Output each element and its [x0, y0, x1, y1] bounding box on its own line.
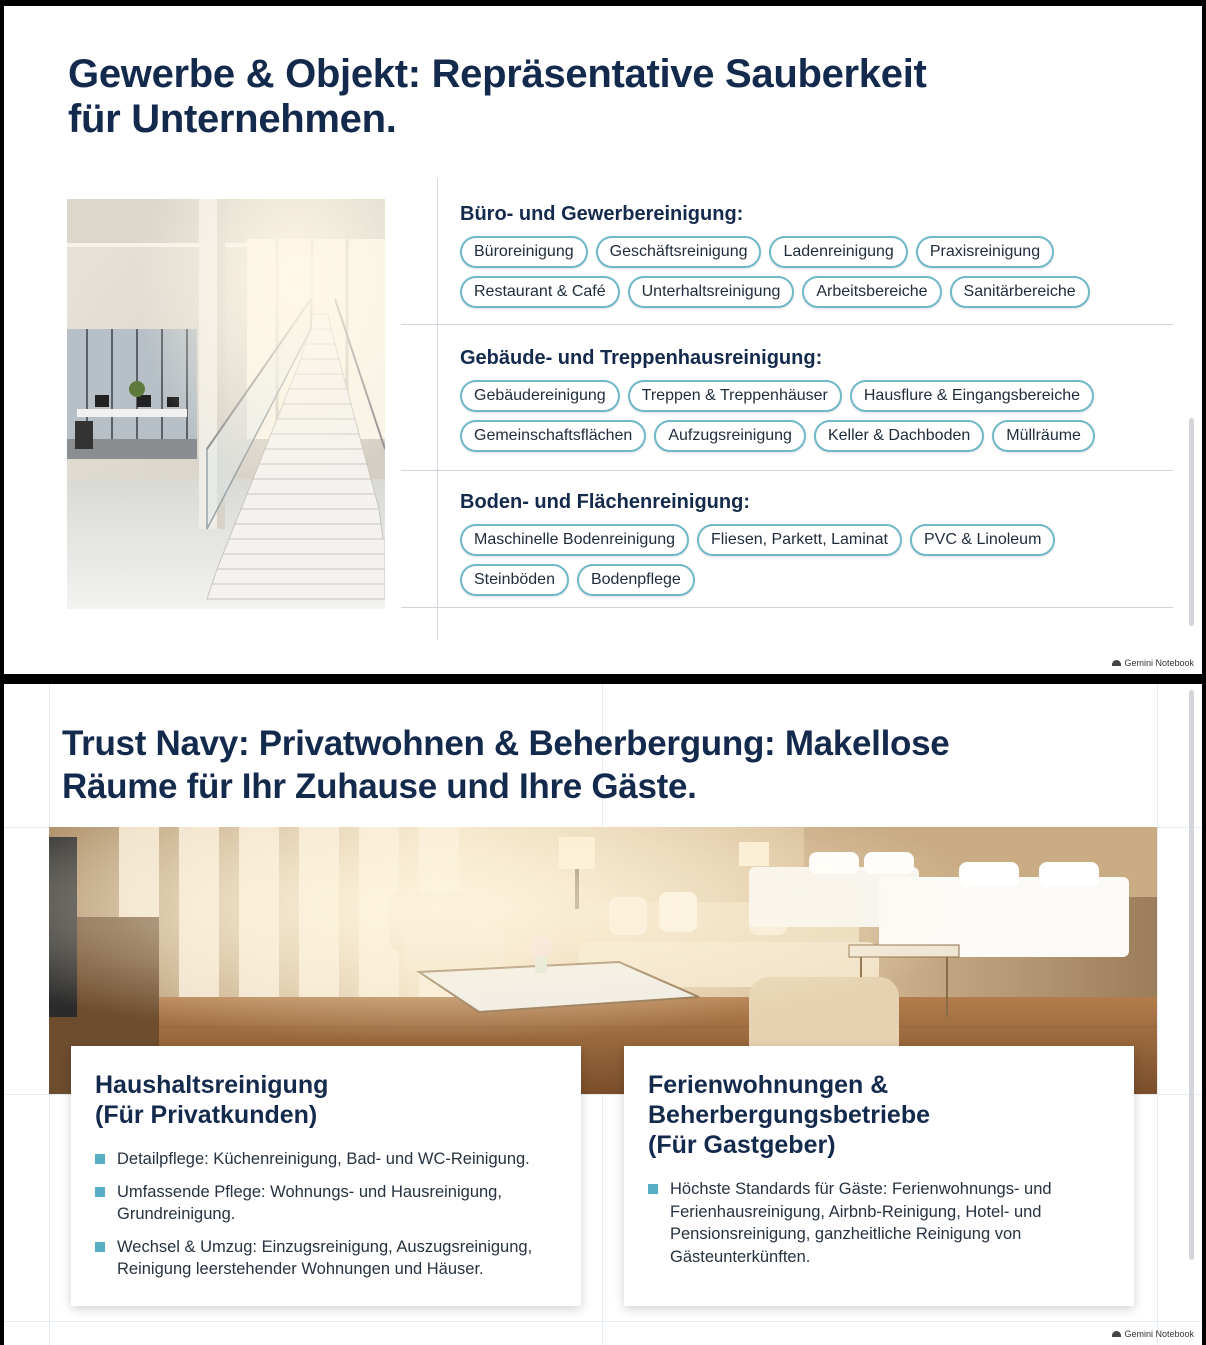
service-chip: Ladenreinigung: [769, 236, 907, 268]
grid-line: [4, 1321, 1202, 1322]
square-bullet-icon: [648, 1184, 658, 1194]
slide2-title-line2: Räume für Ihr Zuhause und Ihre Gäste.: [62, 767, 697, 806]
card-heading: [648, 1070, 1110, 1160]
slide2-title-line1: Trust Navy: Privatwohnen & Beherbergung: Makellose: [62, 724, 950, 763]
square-bullet-icon: [95, 1242, 105, 1252]
bullet-text: Höchste Standards für Gäste: Ferienwohnungs- und Ferienhausreinigung, Airbnb-Reinigung, Hotel- und Pensionsreinigung, ganzheitliche Reinigung von Gästeunterkünften.: [670, 1180, 1052, 1266]
service-chip: Arbeitsbereiche: [802, 276, 941, 308]
bullet-list: [648, 1178, 1110, 1268]
slide2-title: [62, 722, 1122, 808]
chip-list: [460, 380, 1160, 452]
service-chip: Restaurant & Café: [460, 276, 620, 308]
service-chip: Gebäudereinigung: [460, 380, 620, 412]
bullet-text: Detailpflege: Küchenreinigung, Bad- und WC-Reinigung.: [117, 1150, 530, 1168]
list-item: [95, 1181, 557, 1226]
square-bullet-icon: [95, 1187, 105, 1197]
list-item: [648, 1178, 1110, 1268]
brand-footer: [1112, 1329, 1194, 1339]
service-chip: Treppen & Treppenhäuser: [628, 380, 842, 412]
service-chip: Büroreinigung: [460, 236, 588, 268]
card-heading-line: Beherbergungsbetriebe: [648, 1101, 931, 1129]
slide1-title: [68, 52, 1068, 142]
category-heading: Boden- und Flächenreinigung:: [460, 491, 750, 513]
divider-2: [401, 470, 1173, 471]
service-chip: Praxisreinigung: [916, 236, 1054, 268]
brand-label: Gemini Notebook: [1124, 658, 1194, 668]
card-household: [71, 1046, 581, 1306]
divider-1: [401, 324, 1173, 325]
service-chip: Aufzugsreinigung: [654, 420, 806, 452]
service-chip: Sanitärbereiche: [950, 276, 1090, 308]
service-chip: Fliesen, Parkett, Laminat: [697, 524, 902, 556]
divider-vertical: [437, 178, 438, 640]
scrollbar[interactable]: [1189, 690, 1194, 1260]
bullet-text: Wechsel & Umzug: Einzugsreinigung, Auszugsreinigung, Reinigung leerstehender Wohnungen und Häuser.: [117, 1237, 533, 1278]
service-chip: Steinböden: [460, 564, 569, 596]
category-heading: Gebäude- und Treppenhausreinigung:: [460, 347, 823, 369]
bullet-list: [95, 1148, 557, 1281]
card-heading-line: (Für Gastgeber): [648, 1131, 836, 1159]
staircase-office-image: [67, 199, 385, 609]
category-office: [460, 202, 1180, 308]
service-chip: Geschäftsreinigung: [596, 236, 762, 268]
bullet-text: Umfassende Pflege: Wohnungs- und Hausreinigung, Grundreinigung.: [117, 1182, 502, 1223]
list-item: [95, 1148, 557, 1171]
slide-private: [4, 684, 1202, 1345]
chip-list: [460, 236, 1160, 308]
square-bullet-icon: [95, 1154, 105, 1164]
brand-footer: [1112, 658, 1194, 668]
service-chip: Maschinelle Bodenreinigung: [460, 524, 689, 556]
service-chip: Gemeinschaftsflächen: [460, 420, 646, 452]
grid-line: [1157, 684, 1158, 1345]
divider-3: [401, 607, 1173, 608]
scrollbar[interactable]: [1189, 418, 1194, 626]
category-floor: [460, 490, 1180, 596]
service-chip: Bodenpflege: [577, 564, 695, 596]
chip-list: [460, 524, 1160, 596]
service-chip: Hausflure & Eingangsbereiche: [850, 380, 1094, 412]
category-building: [460, 346, 1180, 452]
card-heading-line: (Für Privatkunden): [95, 1101, 318, 1129]
card-heading-line: Haushaltsreinigung: [95, 1071, 329, 1099]
service-chip: Unterhaltsreinigung: [628, 276, 795, 308]
slide1-title-line2: für Unternehmen.: [68, 97, 397, 141]
card-heading-line: Ferienwohnungen &: [648, 1071, 889, 1099]
service-chip: Keller & Dachboden: [814, 420, 984, 452]
service-chip: PVC & Linoleum: [910, 524, 1055, 556]
card-heading: [95, 1070, 557, 1130]
service-chip: Müllräume: [992, 420, 1095, 452]
category-heading: Büro- und Gewerbereinigung:: [460, 203, 744, 225]
list-item: [95, 1236, 557, 1281]
gemini-notebook-icon: [1112, 660, 1121, 666]
brand-label: Gemini Notebook: [1124, 1329, 1194, 1339]
gemini-notebook-icon: [1112, 1331, 1121, 1337]
card-hospitality: [624, 1046, 1134, 1306]
slide1-title-line1: Gewerbe & Objekt: Repräsentative Sauberkeit: [68, 52, 927, 96]
slide-commercial: [4, 6, 1202, 674]
